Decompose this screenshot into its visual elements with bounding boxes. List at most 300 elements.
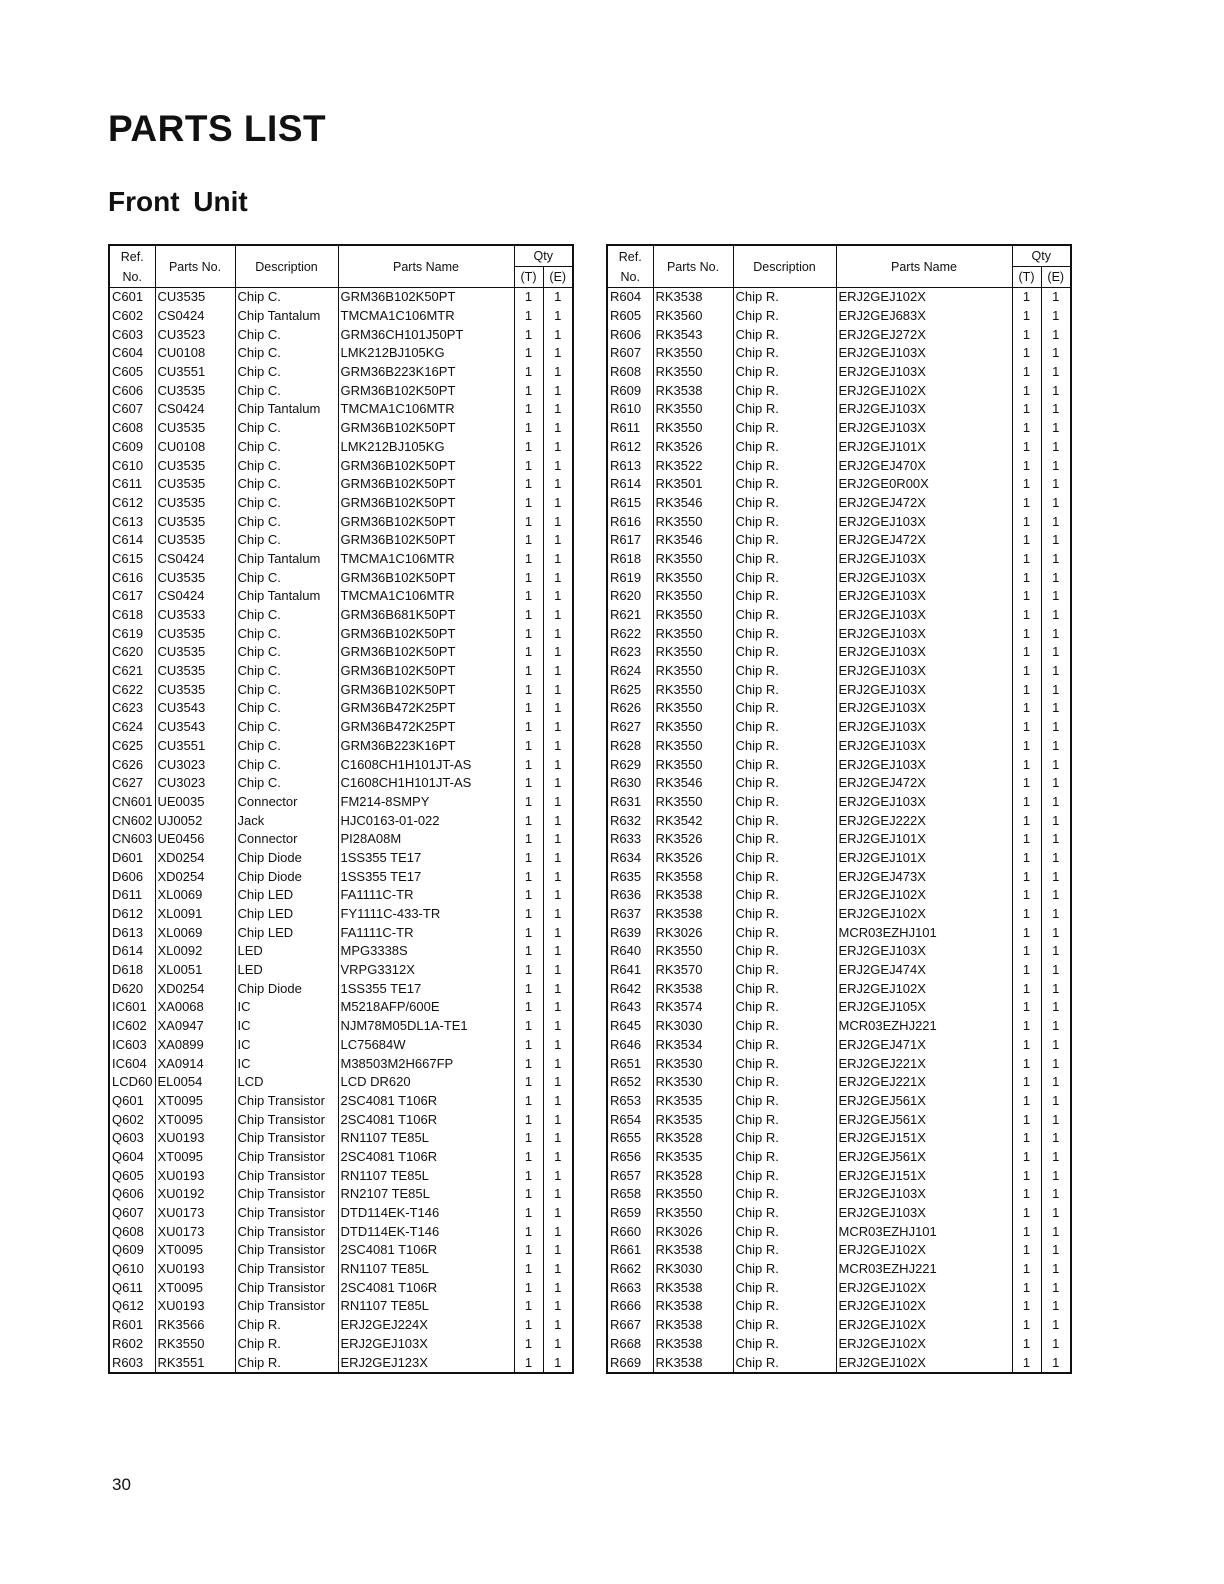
cell-parts-no: XA0899 (155, 1036, 235, 1055)
cell-parts-no: XT0095 (155, 1148, 235, 1167)
table-row (607, 886, 1071, 905)
cell-description: IC (235, 1054, 338, 1073)
header-qty-t: (T) (1012, 267, 1041, 288)
cell-description: Chip R. (733, 1054, 836, 1073)
cell-qty-e: 1 (1041, 793, 1071, 812)
cell-parts-no: XD0254 (155, 849, 235, 868)
cell-parts-no: RK3535 (653, 1148, 733, 1167)
cell-description: Chip R. (733, 886, 836, 905)
cell-description: Chip C. (235, 680, 338, 699)
table-row (607, 1222, 1071, 1241)
cell-qty-t: 1 (514, 643, 543, 662)
cell-parts-name: C1608CH1H101JT-AS (338, 774, 514, 793)
cell-parts-no: XA0068 (155, 998, 235, 1017)
cell-description: Chip R. (733, 400, 836, 419)
cell-qty-t: 1 (1012, 1204, 1041, 1223)
cell-qty-t: 1 (1012, 923, 1041, 942)
table-row (109, 1260, 573, 1279)
table-row (109, 419, 573, 438)
table-row (607, 1017, 1071, 1036)
table-row (109, 438, 573, 457)
cell-ref-no: R667 (607, 1316, 653, 1335)
cell-qty-t: 1 (1012, 849, 1041, 868)
cell-ref-no: C614 (109, 531, 155, 550)
cell-qty-t: 1 (1012, 1278, 1041, 1297)
cell-parts-name: HJC0163-01-022 (338, 811, 514, 830)
cell-description: Chip Transistor (235, 1260, 338, 1279)
cell-description: Chip C. (235, 624, 338, 643)
cell-parts-name: DTD114EK-T146 (338, 1222, 514, 1241)
cell-ref-no: C613 (109, 512, 155, 531)
cell-parts-name: 2SC4081 T106R (338, 1148, 514, 1167)
cell-qty-t: 1 (514, 1335, 543, 1354)
cell-qty-t: 1 (514, 325, 543, 344)
cell-ref-no: Q608 (109, 1222, 155, 1241)
cell-ref-no: R633 (607, 830, 653, 849)
cell-qty-t: 1 (1012, 475, 1041, 494)
table-row (109, 1222, 573, 1241)
cell-ref-no: C622 (109, 680, 155, 699)
table-row (109, 849, 573, 868)
cell-description: Chip C. (235, 755, 338, 774)
cell-ref-no: C627 (109, 774, 155, 793)
cell-parts-name: ERJ2GEJ221X (836, 1054, 1012, 1073)
cell-parts-name: MCR03EZHJ101 (836, 923, 1012, 942)
cell-qty-e: 1 (543, 1335, 573, 1354)
cell-parts-name: RN2107 TE85L (338, 1185, 514, 1204)
cell-qty-e: 1 (1041, 363, 1071, 382)
cell-description: Chip C. (235, 718, 338, 737)
cell-parts-no: RK3550 (653, 680, 733, 699)
cell-ref-no: R628 (607, 737, 653, 756)
cell-parts-no: XU0173 (155, 1204, 235, 1223)
cell-qty-t: 1 (1012, 811, 1041, 830)
cell-parts-no: RK3530 (653, 1073, 733, 1092)
cell-parts-no: CU3023 (155, 755, 235, 774)
cell-parts-no: XU0193 (155, 1260, 235, 1279)
cell-parts-no: XA0947 (155, 1017, 235, 1036)
cell-ref-no: CN603 (109, 830, 155, 849)
table-row (607, 849, 1071, 868)
cell-qty-t: 1 (514, 456, 543, 475)
cell-qty-e: 1 (1041, 1316, 1071, 1335)
cell-parts-name: ERJ2GEJ123X (338, 1353, 514, 1373)
cell-qty-t: 1 (1012, 1148, 1041, 1167)
cell-parts-no: RK3574 (653, 998, 733, 1017)
cell-qty-t: 1 (514, 1185, 543, 1204)
cell-description: LED (235, 961, 338, 980)
cell-ref-no: D620 (109, 979, 155, 998)
cell-ref-no: R620 (607, 587, 653, 606)
cell-ref-no: R653 (607, 1092, 653, 1111)
cell-parts-name: ERJ2GEJ561X (836, 1110, 1012, 1129)
cell-qty-e: 1 (543, 774, 573, 793)
table-row (607, 961, 1071, 980)
cell-qty-t: 1 (1012, 886, 1041, 905)
cell-qty-t: 1 (514, 438, 543, 457)
table-row (109, 1185, 573, 1204)
table-row (109, 1017, 573, 1036)
cell-ref-no: C609 (109, 438, 155, 457)
cell-description: IC (235, 1017, 338, 1036)
cell-parts-no: RK3550 (653, 1204, 733, 1223)
cell-parts-name: ERJ2GEJ103X (836, 699, 1012, 718)
cell-description: Chip C. (235, 344, 338, 363)
cell-parts-name: ERJ2GEJ103X (836, 344, 1012, 363)
table-row (109, 1335, 573, 1354)
cell-parts-name: GRM36B102K50PT (338, 475, 514, 494)
cell-qty-t: 1 (1012, 961, 1041, 980)
cell-parts-name: ERJ2GEJ102X (836, 886, 1012, 905)
cell-qty-e: 1 (1041, 624, 1071, 643)
cell-description: Chip R. (733, 1335, 836, 1354)
header-parts-name: Parts Name (836, 245, 1012, 288)
cell-qty-t: 1 (1012, 755, 1041, 774)
table-row (607, 400, 1071, 419)
cell-parts-name: ERJ2GEJ101X (836, 849, 1012, 868)
header-qty: Qty (514, 245, 573, 267)
table-row (607, 288, 1071, 307)
header-ref-line2: No. (122, 269, 142, 284)
cell-description: Chip R. (235, 1335, 338, 1354)
cell-qty-t: 1 (1012, 1353, 1041, 1373)
cell-qty-t: 1 (1012, 606, 1041, 625)
cell-ref-no: R617 (607, 531, 653, 550)
cell-description: Chip C. (235, 363, 338, 382)
cell-description: Chip R. (733, 494, 836, 513)
cell-qty-t: 1 (514, 606, 543, 625)
cell-description: Chip R. (733, 942, 836, 961)
cell-description: Chip R. (733, 867, 836, 886)
cell-parts-name: ERJ2GEJ102X (836, 1353, 1012, 1373)
cell-parts-name: ERJ2GEJ103X (836, 550, 1012, 569)
cell-parts-no: RK3522 (653, 456, 733, 475)
cell-parts-no: CU3535 (155, 680, 235, 699)
table-row (607, 718, 1071, 737)
cell-parts-no: RK3550 (653, 568, 733, 587)
cell-ref-no: R612 (607, 438, 653, 457)
cell-qty-t: 1 (514, 288, 543, 307)
cell-ref-no: IC602 (109, 1017, 155, 1036)
cell-qty-t: 1 (1012, 381, 1041, 400)
cell-qty-e: 1 (1041, 438, 1071, 457)
cell-qty-e: 1 (543, 793, 573, 812)
cell-parts-name: GRM36B102K50PT (338, 456, 514, 475)
cell-ref-no: R660 (607, 1222, 653, 1241)
cell-ref-no: C604 (109, 344, 155, 363)
cell-qty-e: 1 (543, 1073, 573, 1092)
cell-ref-no: R627 (607, 718, 653, 737)
cell-ref-no: R610 (607, 400, 653, 419)
table-row (607, 438, 1071, 457)
cell-qty-t: 1 (514, 307, 543, 326)
cell-qty-t: 1 (514, 755, 543, 774)
cell-qty-e: 1 (1041, 1148, 1071, 1167)
cell-parts-name: 2SC4081 T106R (338, 1241, 514, 1260)
cell-ref-no: R666 (607, 1297, 653, 1316)
cell-qty-t: 1 (1012, 830, 1041, 849)
cell-description: Chip R. (733, 1073, 836, 1092)
cell-parts-no: RK3550 (653, 718, 733, 737)
cell-qty-e: 1 (1041, 886, 1071, 905)
cell-description: Chip R. (733, 606, 836, 625)
cell-parts-name: ERJ2GEJ103X (836, 419, 1012, 438)
cell-parts-name: ERJ2GEJ471X (836, 1036, 1012, 1055)
cell-parts-no: XL0091 (155, 905, 235, 924)
cell-ref-no: C616 (109, 568, 155, 587)
cell-parts-no: RK3526 (653, 849, 733, 868)
cell-parts-no: RK3546 (653, 494, 733, 513)
cell-description: Chip R. (733, 512, 836, 531)
cell-parts-no: RK3538 (653, 1335, 733, 1354)
table-row (607, 1278, 1071, 1297)
table-row (109, 867, 573, 886)
table-row (109, 1054, 573, 1073)
cell-ref-no: R654 (607, 1110, 653, 1129)
cell-ref-no: Q607 (109, 1204, 155, 1223)
cell-parts-name: FA1111C-TR (338, 886, 514, 905)
cell-qty-e: 1 (1041, 419, 1071, 438)
cell-parts-name: PI28A08M (338, 830, 514, 849)
cell-parts-name: ERJ2GEJ102X (836, 1335, 1012, 1354)
cell-parts-no: CU3543 (155, 699, 235, 718)
cell-description: Chip R. (733, 1241, 836, 1260)
table-row (607, 979, 1071, 998)
cell-qty-t: 1 (514, 1204, 543, 1223)
cell-parts-name: ERJ2GEJ103X (836, 942, 1012, 961)
cell-qty-e: 1 (543, 1092, 573, 1111)
cell-parts-name: RN1107 TE85L (338, 1260, 514, 1279)
cell-description: Chip R. (733, 830, 836, 849)
cell-parts-name: ERJ2GEJ224X (338, 1316, 514, 1335)
cell-parts-name: GRM36B102K50PT (338, 494, 514, 513)
table-row (109, 307, 573, 326)
cell-parts-no: RK3543 (653, 325, 733, 344)
table-row (607, 942, 1071, 961)
cell-qty-e: 1 (543, 568, 573, 587)
cell-qty-t: 1 (1012, 624, 1041, 643)
cell-description: Chip R. (733, 923, 836, 942)
header-qty: Qty (1012, 245, 1071, 267)
table-row (109, 400, 573, 419)
cell-description: Connector (235, 830, 338, 849)
cell-qty-e: 1 (1041, 811, 1071, 830)
cell-qty-t: 1 (1012, 494, 1041, 513)
cell-description: Chip C. (235, 494, 338, 513)
cell-description: Chip Transistor (235, 1222, 338, 1241)
cell-parts-no: CU3535 (155, 624, 235, 643)
header-qty-t: (T) (514, 267, 543, 288)
table-row (109, 737, 573, 756)
cell-qty-e: 1 (1041, 961, 1071, 980)
cell-parts-name: ERJ2GEJ472X (836, 531, 1012, 550)
table-row (607, 1335, 1071, 1354)
cell-ref-no: R659 (607, 1204, 653, 1223)
cell-qty-t: 1 (1012, 1166, 1041, 1185)
table-row (109, 774, 573, 793)
cell-parts-no: RK3538 (653, 1316, 733, 1335)
cell-parts-no: RK3550 (653, 419, 733, 438)
cell-qty-t: 1 (514, 998, 543, 1017)
cell-ref-no: R616 (607, 512, 653, 531)
table-row (109, 942, 573, 961)
cell-parts-no: CU3535 (155, 568, 235, 587)
cell-qty-t: 1 (1012, 363, 1041, 382)
cell-qty-e: 1 (543, 1036, 573, 1055)
cell-parts-name: ERJ2GEJ103X (836, 662, 1012, 681)
cell-ref-no: R641 (607, 961, 653, 980)
cell-qty-e: 1 (543, 419, 573, 438)
cell-qty-e: 1 (543, 550, 573, 569)
header-qty-e: (E) (1041, 267, 1071, 288)
cell-qty-e: 1 (543, 1185, 573, 1204)
cell-qty-e: 1 (543, 531, 573, 550)
cell-ref-no: C610 (109, 456, 155, 475)
cell-parts-name: ERJ2GEJ222X (836, 811, 1012, 830)
cell-description: Chip R. (733, 307, 836, 326)
cell-parts-no: XT0095 (155, 1278, 235, 1297)
cell-qty-t: 1 (514, 662, 543, 681)
table-row (607, 456, 1071, 475)
cell-description: Chip R. (733, 998, 836, 1017)
table-row (109, 998, 573, 1017)
table-row (109, 1110, 573, 1129)
cell-ref-no: R608 (607, 363, 653, 382)
cell-parts-no: CU3535 (155, 531, 235, 550)
cell-description: Chip R. (733, 456, 836, 475)
table-row (607, 1185, 1071, 1204)
table-row (607, 419, 1071, 438)
cell-qty-e: 1 (1041, 979, 1071, 998)
cell-description: Chip R. (733, 419, 836, 438)
table-row (109, 811, 573, 830)
table-row (109, 325, 573, 344)
cell-parts-no: CS0424 (155, 400, 235, 419)
cell-qty-t: 1 (1012, 1335, 1041, 1354)
cell-ref-no: Q603 (109, 1129, 155, 1148)
cell-qty-t: 1 (1012, 568, 1041, 587)
cell-description: IC (235, 1036, 338, 1055)
cell-parts-name: GRM36CH101J50PT (338, 325, 514, 344)
cell-description: Chip Transistor (235, 1278, 338, 1297)
cell-qty-t: 1 (1012, 550, 1041, 569)
cell-description: Chip Transistor (235, 1129, 338, 1148)
cell-qty-e: 1 (1041, 1241, 1071, 1260)
cell-parts-no: RK3550 (653, 662, 733, 681)
cell-qty-t: 1 (1012, 587, 1041, 606)
cell-qty-e: 1 (543, 886, 573, 905)
cell-qty-t: 1 (1012, 1073, 1041, 1092)
cell-qty-t: 1 (1012, 905, 1041, 924)
cell-description: Chip R. (733, 755, 836, 774)
cell-description: Chip Transistor (235, 1166, 338, 1185)
cell-description: Chip R. (733, 1297, 836, 1316)
cell-parts-no: XU0193 (155, 1129, 235, 1148)
cell-ref-no: Q609 (109, 1241, 155, 1260)
table-row (607, 699, 1071, 718)
cell-parts-no: CU3551 (155, 737, 235, 756)
cell-qty-e: 1 (543, 1297, 573, 1316)
cell-qty-e: 1 (1041, 1129, 1071, 1148)
cell-parts-no: RK3550 (653, 606, 733, 625)
cell-parts-no: RK3550 (653, 1185, 733, 1204)
cell-parts-no: RK3550 (653, 643, 733, 662)
table-row (607, 1073, 1071, 1092)
cell-qty-t: 1 (1012, 1129, 1041, 1148)
cell-qty-t: 1 (514, 1297, 543, 1316)
cell-parts-name: GRM36B102K50PT (338, 512, 514, 531)
table-row (109, 512, 573, 531)
table-row (607, 1148, 1071, 1167)
cell-parts-name: GRM36B102K50PT (338, 568, 514, 587)
header-parts-no: Parts No. (155, 245, 235, 288)
cell-description: Chip R. (733, 1129, 836, 1148)
cell-description: Chip R. (733, 550, 836, 569)
cell-qty-e: 1 (543, 662, 573, 681)
cell-ref-no: Q612 (109, 1297, 155, 1316)
header-description: Description (235, 245, 338, 288)
table-row (109, 961, 573, 980)
table-row (607, 811, 1071, 830)
cell-ref-no: D601 (109, 849, 155, 868)
cell-parts-no: RK3535 (653, 1110, 733, 1129)
cell-description: Chip R. (733, 587, 836, 606)
cell-ref-no: C608 (109, 419, 155, 438)
table-row (607, 1316, 1071, 1335)
cell-parts-no: CU3535 (155, 662, 235, 681)
cell-qty-e: 1 (1041, 531, 1071, 550)
cell-qty-t: 1 (1012, 1297, 1041, 1316)
table-row (109, 1148, 573, 1167)
table-row (607, 1241, 1071, 1260)
cell-parts-no: RK3550 (653, 942, 733, 961)
cell-qty-t: 1 (514, 942, 543, 961)
cell-qty-t: 1 (514, 419, 543, 438)
cell-description: Chip R. (733, 905, 836, 924)
cell-qty-e: 1 (1041, 774, 1071, 793)
cell-ref-no: R669 (607, 1353, 653, 1373)
cell-qty-t: 1 (514, 475, 543, 494)
cell-qty-t: 1 (1012, 867, 1041, 886)
cell-ref-no: R621 (607, 606, 653, 625)
cell-parts-no: RK3566 (155, 1316, 235, 1335)
cell-parts-name: ERJ2GEJ103X (836, 606, 1012, 625)
cell-qty-e: 1 (1041, 1222, 1071, 1241)
cell-qty-e: 1 (543, 475, 573, 494)
table-row (109, 923, 573, 942)
cell-ref-no: R663 (607, 1278, 653, 1297)
cell-qty-t: 1 (514, 699, 543, 718)
cell-ref-no: R661 (607, 1241, 653, 1260)
cell-description: Chip R. (733, 1036, 836, 1055)
cell-parts-no: XT0095 (155, 1110, 235, 1129)
cell-parts-no: CS0424 (155, 587, 235, 606)
cell-parts-no: UE0456 (155, 830, 235, 849)
cell-qty-t: 1 (514, 1073, 543, 1092)
cell-parts-no: CU3535 (155, 512, 235, 531)
cell-parts-name: GRM36B102K50PT (338, 419, 514, 438)
cell-parts-no: XA0914 (155, 1054, 235, 1073)
cell-parts-name: MPG3338S (338, 942, 514, 961)
cell-parts-name: ERJ2GEJ102X (836, 381, 1012, 400)
table-row (109, 755, 573, 774)
cell-description: LED (235, 942, 338, 961)
cell-parts-no: XU0173 (155, 1222, 235, 1241)
cell-description: Chip R. (733, 438, 836, 457)
header-description: Description (733, 245, 836, 288)
table-row (109, 1241, 573, 1260)
cell-qty-t: 1 (514, 587, 543, 606)
